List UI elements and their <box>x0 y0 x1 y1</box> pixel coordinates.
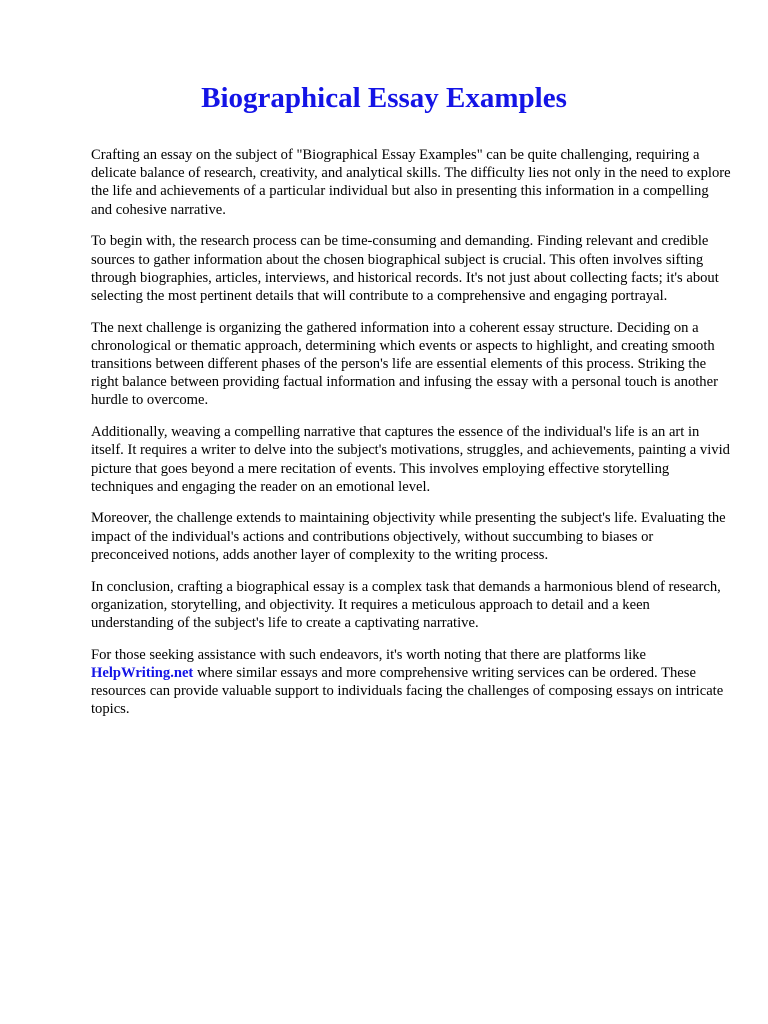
assistance-text-before: For those seeking assistance with such endeavors, it's worth noting that there are platforms like <box>91 646 647 663</box>
paragraph-conclusion: In conclusion, crafting a biographical essay is a complex task that demands a harmonious blend of research, organization, storytelling, and objectivity. It requires a meticulous approach to detail and a keen understanding of the subject's life to create a captivating narrative. <box>91 578 721 631</box>
paragraph-objectivity: Moreover, the challenge extends to maintaining objectivity while presenting the subject's life. Evaluating the impact of the individual's actions and contributions objectively, without succumbing to biases or preconceived notions, adds another layer of complexity to the writing process. <box>91 510 726 563</box>
paragraph-intro: Crafting an essay on the subject of "Biographical Essay Examples" can be quite challenging, requiring a delicate balance of research, creativity, and analytical skills. The difficulty lies not only in the need to explore the life and achievements of a particular individual but also in presenting this information in a compelling and cohesive narrative. <box>91 147 731 218</box>
essay-body <box>91 146 731 732</box>
paragraph-research: To begin with, the research process can be time-consuming and demanding. Finding relevant and credible sources to gather information about the chosen biographical subject is crucial. This often involves sifting through biographies, articles, interviews, and historical records. It's not just about collecting facts; it's about selecting the most pertinent details that will contribute to a comprehensive and engaging portrayal. <box>91 233 719 304</box>
paragraph-assistance <box>91 646 731 719</box>
paragraph-narrative: Additionally, weaving a compelling narrative that captures the essence of the individual's life is an art in itself. It requires a writer to delve into the subject's motivations, struggles, and achievements, painting a vivid picture that goes beyond a mere recitation of events. This involves employing effective storytelling techniques and engaging the reader on an emotional level. <box>91 424 730 495</box>
helpwriting-link[interactable]: HelpWriting.net <box>91 664 194 681</box>
assistance-text-after: where similar essays and more comprehensive writing services can be ordered. These resources can provide valuable support to individuals facing the challenges of composing essays on intricate topics. <box>91 664 724 718</box>
page-title: Biographical Essay Examples <box>201 82 567 114</box>
paragraph-structure: The next challenge is organizing the gathered information into a coherent essay structure. Deciding on a chronological or thematic approach, determining which events or aspects to highlight, and creating smooth transitions between different phases of the person's life are essential elements of this process. Striking the right balance between providing factual information and infusing the essay with a personal touch is another hurdle to overcome. <box>91 319 718 409</box>
